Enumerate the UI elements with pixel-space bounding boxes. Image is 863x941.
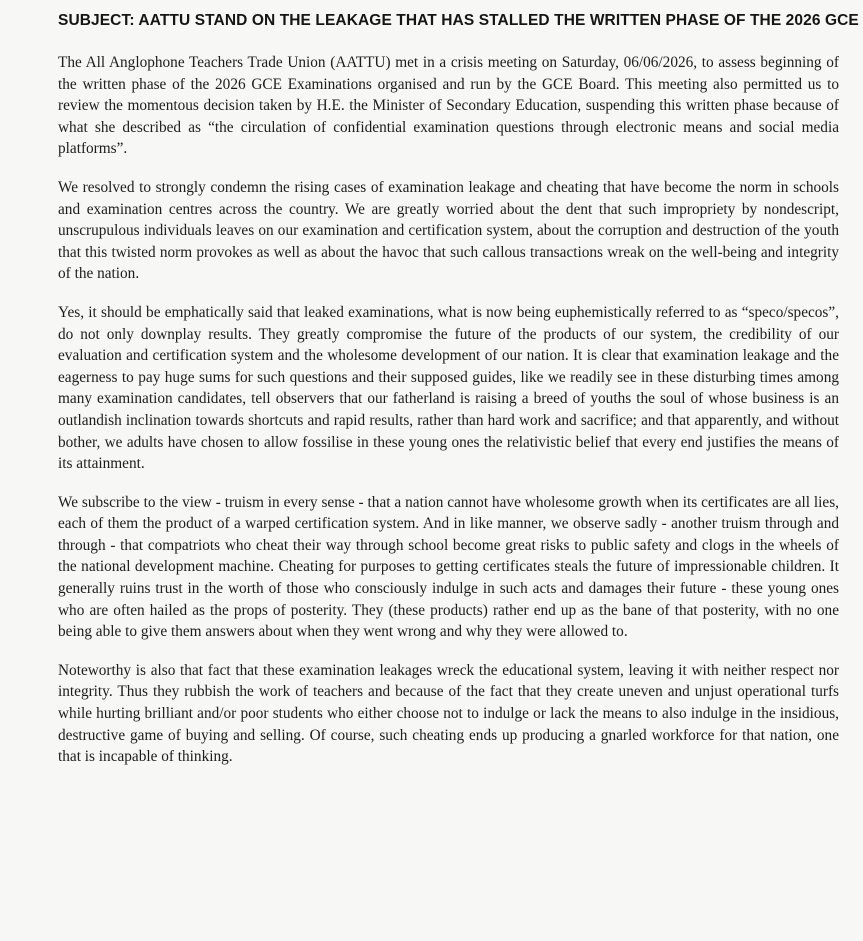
paragraph-speco: Yes, it should be emphatically said that leaked examinations, what is now being euphemistically referred to as “speco/specos”, do not only downplay results. They greatly compromise the future of the products of our system, the credibility of our evaluation and certification system and the wholesome development of our nation. It is clear that examination leakage and the eagerness to pay huge sums for such questions and their supposed guides, like we readily see in these disturbing times among many examination candidates, tell observers that our fatherland is raising a breed of youths the soul of whose business is an outlandish inclination towards shortcuts and rapid results, rather than hard work and sacrifice; and that apparently, and without bother, we adults have chosen to allow fossilise in these young ones the relativistic belief that every end justifies the means of its attainment. [58,303,839,473]
paragraph-truism: We subscribe to the view - truism in every sense - that a nation cannot have wholesome growth when its certificates are all lies, each of them the product of a warped certification system. And in like manner, we observe sadly - another truism through and through - that compatriots who cheat their way through school become great risks to public safety and clogs in the wheels of the national development machine. Cheating for purposes to getting certificates steals the future of impressionable children. It generally ruins trust in the worth of those who consciously indulge in such acts and damages their future - these young ones who are often hailed as the props of posterity. They (these products) rather end up as the bane of that posterity, with no one being able to give them answers about when they went wrong and why they were allowed to. [58,493,839,641]
paragraph-condemnation: We resolved to strongly condemn the rising cases of examination leakage and cheating that have become the norm in schools and examination centres across the country. We are greatly worried about the dent that such impropriety by nondescript, unscrupulous individuals leaves on our examination and certification system, about the corruption and destruction of the youth that this twisted norm provokes as well as about the havoc that such callous transactions wreak on the well-being and integrity of the nation. [58,178,839,283]
subject-heading: SUBJECT: AATTU STAND ON THE LEAKAGE THAT HAS STALLED THE WRITTEN PHASE OF THE 2026 GCE [58,12,859,29]
paragraph-meeting: The All Anglophone Teachers Trade Union (AATTU) met in a crisis meeting on Saturday, 06/06/2026, to assess beginning of the written phase of the 2026 GCE Examinations organised and run by the GCE Board. This meeting also permitted us to review the momentous decision taken by H.E. the Minister of Secondary Education, suspending this written phase because of what she described as “the circulation of confidential examination questions through electronic means and social media platforms”. [58,54,839,158]
paragraph-educational-system: Noteworthy is also that fact that these examination leakages wreck the educational system, leaving it with neither respect nor integrity. Thus they rubbish the work of teachers and because of the fact that they create uneven and unjust operational turfs while hurting brilliant and/or poor students who either choose not to indulge or lack the means to also indulge in the insidious, destructive game of buying and selling. Of course, such cheating ends up producing a gnarled workforce for that nation, one that is incapable of thinking. [58,661,839,766]
